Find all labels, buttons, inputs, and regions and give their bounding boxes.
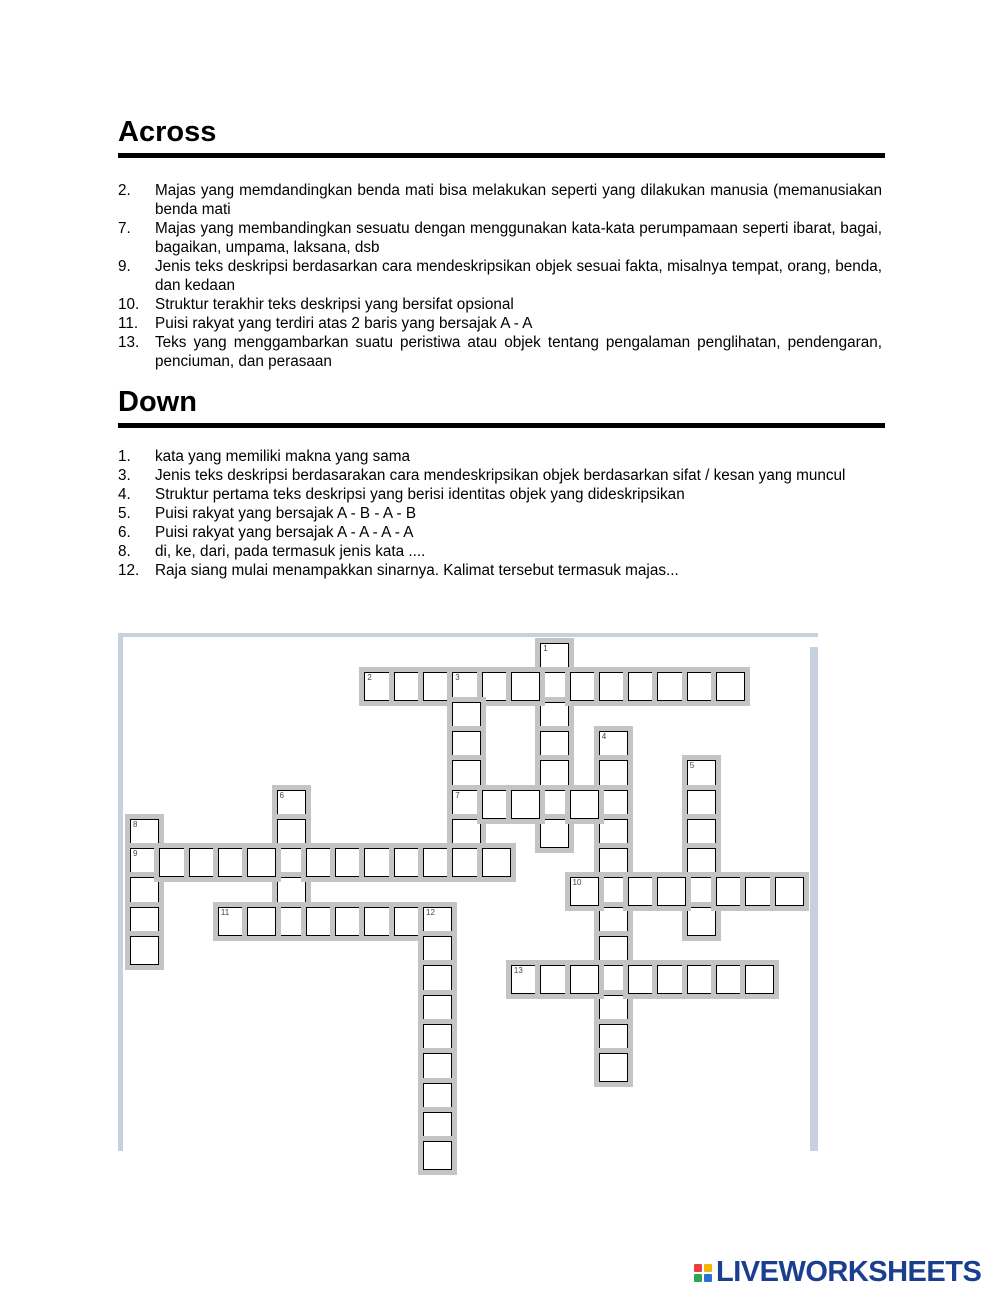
crossword-cell-input[interactable] <box>600 908 627 935</box>
crossword-cell[interactable] <box>306 848 335 877</box>
crossword-cell-input[interactable] <box>688 791 715 818</box>
clue-number: 8. <box>118 543 131 560</box>
crossword-cell[interactable] <box>218 848 247 877</box>
crossword-cell[interactable] <box>364 907 393 936</box>
crossword-cell-input[interactable] <box>131 849 158 876</box>
crossword-cell[interactable] <box>452 731 481 760</box>
crossword-cell-input[interactable] <box>424 673 451 700</box>
crossword-cell[interactable] <box>599 760 628 789</box>
crossword-cell-input[interactable] <box>688 761 715 788</box>
crossword-cell-input[interactable] <box>424 908 451 935</box>
crossword-cell[interactable] <box>423 1112 452 1141</box>
clue-text: Teks yang menggambarkan suatu peristiwa atau objek tentang pengalaman penglihatan, pendengaran, penciuman, dan perasaan <box>155 334 882 370</box>
crossword-cell[interactable] <box>716 672 745 701</box>
cell-clue-number: 10 <box>572 878 582 888</box>
clue-number: 11. <box>118 315 139 332</box>
crossword-cell[interactable] <box>745 965 774 994</box>
down-clue-list <box>118 447 882 580</box>
crossword-cell[interactable] <box>130 848 159 877</box>
crossword-cell-input[interactable] <box>278 820 305 847</box>
crossword-cell-input[interactable] <box>717 966 744 993</box>
crossword-cell[interactable] <box>745 877 774 906</box>
crossword-cell-input[interactable] <box>541 644 568 671</box>
crossword-cell[interactable] <box>423 672 452 701</box>
crossword-cell-input[interactable] <box>131 820 158 847</box>
crossword-cell[interactable] <box>628 672 657 701</box>
crossword-cell[interactable] <box>277 790 306 819</box>
crossword-cell-input[interactable] <box>541 673 568 700</box>
crossword-cell-input[interactable] <box>248 908 275 935</box>
clue-text: Struktur pertama teks deskripsi yang berisi identitas objek yang dideskripsikan <box>155 486 685 503</box>
crossword-cell[interactable] <box>130 819 159 848</box>
crossword-cell-input[interactable] <box>600 820 627 847</box>
clue-number: 9. <box>118 258 131 275</box>
crossword-cell[interactable] <box>540 643 569 672</box>
logo-square <box>694 1264 702 1272</box>
crossword-cell[interactable] <box>599 936 628 965</box>
down-clue <box>118 523 882 542</box>
crossword-cell-input[interactable] <box>307 849 334 876</box>
crossword-cell[interactable] <box>277 877 306 906</box>
cell-clue-number: 13 <box>513 966 523 976</box>
crossword-cell-input[interactable] <box>571 878 598 905</box>
logo-square <box>704 1274 712 1282</box>
crossword-cell-input[interactable] <box>688 878 715 905</box>
crossword-cell[interactable] <box>423 965 452 994</box>
crossword-cell-input[interactable] <box>365 849 392 876</box>
crossword-cell-input[interactable] <box>483 791 510 818</box>
crossword-cell[interactable] <box>599 907 628 936</box>
clue-text: Majas yang memdandingkan benda mati bisa melakukan seperti yang dilakukan manusia (memanusiakan benda mati <box>155 182 882 218</box>
crossword-cell[interactable] <box>687 672 716 701</box>
across-clue <box>118 257 882 295</box>
crossword-cell-input[interactable] <box>336 908 363 935</box>
crossword-cell[interactable] <box>599 731 628 760</box>
crossword-cell[interactable] <box>628 877 657 906</box>
crossword-cell-input[interactable] <box>453 703 480 730</box>
crossword-cell[interactable] <box>423 1053 452 1082</box>
crossword-cell[interactable] <box>335 848 364 877</box>
crossword-cell-input[interactable] <box>600 673 627 700</box>
down-clue <box>118 542 882 561</box>
crossword-cell[interactable] <box>599 965 628 994</box>
crossword-cell[interactable] <box>540 731 569 760</box>
crossword-cell[interactable] <box>599 1053 628 1082</box>
down-heading: Down <box>118 386 197 418</box>
crossword-cell[interactable] <box>570 965 599 994</box>
crossword-cell[interactable] <box>540 702 569 731</box>
crossword-cell-input[interactable] <box>424 849 451 876</box>
cell-clue-number: 3 <box>455 673 460 683</box>
crossword-cell[interactable] <box>159 848 188 877</box>
crossword-cell-input[interactable] <box>600 732 627 759</box>
clue-number: 1. <box>118 448 131 465</box>
clue-text: kata yang memiliki makna yang sama <box>155 448 411 465</box>
crossword-cell[interactable] <box>394 672 423 701</box>
crossword-cell-input[interactable] <box>365 673 392 700</box>
crossword-cell[interactable] <box>364 672 393 701</box>
crossword-cell-input[interactable] <box>307 908 334 935</box>
crossword-cell[interactable] <box>482 790 511 819</box>
crossword-cell-input[interactable] <box>600 878 627 905</box>
cell-clue-number: 9 <box>133 849 138 859</box>
clue-text: Jenis teks deskripsi berdasarakan cara mendeskripsikan objek berdasarkan sifat / kesan yang muncul <box>155 467 846 484</box>
crossword-cell[interactable] <box>452 760 481 789</box>
crossword-cell-input[interactable] <box>600 1025 627 1052</box>
crossword-cell[interactable] <box>657 877 686 906</box>
down-divider <box>118 423 885 428</box>
crossword-cell-input[interactable] <box>453 820 480 847</box>
crossword-cell[interactable] <box>540 819 569 848</box>
cell-clue-number: 11 <box>220 907 230 917</box>
crossword-cell[interactable] <box>423 848 452 877</box>
crossword-cell-input[interactable] <box>541 761 568 788</box>
crossword-cell-input[interactable] <box>571 966 598 993</box>
crossword-cell-input[interactable] <box>658 673 685 700</box>
down-clue <box>118 485 882 504</box>
crossword-cell-input[interactable] <box>424 996 451 1023</box>
crossword-cell[interactable] <box>452 819 481 848</box>
crossword-cell-input[interactable] <box>131 937 158 964</box>
across-clue <box>118 314 882 333</box>
crossword-cell-input[interactable] <box>160 849 187 876</box>
crossword-cell[interactable] <box>218 907 247 936</box>
cell-clue-number: 2 <box>367 673 372 683</box>
crossword-cell-input[interactable] <box>483 849 510 876</box>
crossword-cell-input[interactable] <box>248 849 275 876</box>
cell-clue-number: 12 <box>426 907 435 917</box>
crossword-cell[interactable] <box>452 790 481 819</box>
across-divider <box>118 153 885 158</box>
crossword-cell-input[interactable] <box>453 732 480 759</box>
logo-square <box>704 1264 712 1272</box>
crossword-cell-input[interactable] <box>658 966 685 993</box>
crossword-cell-input[interactable] <box>541 791 568 818</box>
crossword-cell-input[interactable] <box>278 791 305 818</box>
grid-frame-right <box>810 647 818 1151</box>
crossword-cell-input[interactable] <box>453 673 480 700</box>
clue-text: di, ke, dari, pada termasuk jenis kata .... <box>155 543 426 560</box>
crossword-cell[interactable] <box>540 790 569 819</box>
clue-text: Struktur terakhir teks deskripsi yang bersifat opsional <box>155 296 514 313</box>
across-clue <box>118 219 882 257</box>
crossword-cell[interactable] <box>394 907 423 936</box>
crossword-cell-input[interactable] <box>336 849 363 876</box>
clue-text: Jenis teks deskripsi berdasarkan cara mendeskripsikan objek sesuai fakta, misalnya tempat, orang, benda, dan kedaan <box>155 258 882 294</box>
crossword-cell[interactable] <box>628 965 657 994</box>
crossword-cell[interactable] <box>599 1024 628 1053</box>
crossword-cell[interactable] <box>335 907 364 936</box>
crossword-cell[interactable] <box>277 819 306 848</box>
crossword-cell[interactable] <box>277 907 306 936</box>
crossword-cell[interactable] <box>423 907 452 936</box>
crossword-cell-input[interactable] <box>717 673 744 700</box>
clue-number: 3. <box>118 467 131 484</box>
crossword-cell[interactable] <box>511 965 540 994</box>
crossword-cell-input[interactable] <box>395 673 422 700</box>
crossword-cell[interactable] <box>657 672 686 701</box>
down-clue <box>118 447 882 466</box>
crossword-cell[interactable] <box>599 790 628 819</box>
crossword-cell[interactable] <box>423 995 452 1024</box>
crossword-cell-input[interactable] <box>746 878 773 905</box>
crossword-cell-input[interactable] <box>424 966 451 993</box>
crossword-cell[interactable] <box>277 848 306 877</box>
crossword-cell-input[interactable] <box>131 878 158 905</box>
grid-frame-top <box>118 633 818 637</box>
crossword-cell[interactable] <box>599 672 628 701</box>
clue-number: 5. <box>118 505 131 522</box>
logo-mark-icon <box>694 1264 712 1282</box>
crossword-cell[interactable] <box>540 965 569 994</box>
crossword-cell-input[interactable] <box>278 878 305 905</box>
crossword-cell[interactable] <box>364 848 393 877</box>
crossword-cell-input[interactable] <box>658 878 685 905</box>
crossword-cell[interactable] <box>687 965 716 994</box>
crossword-cell-input[interactable] <box>424 1084 451 1111</box>
crossword-cell-input[interactable] <box>541 703 568 730</box>
down-clue <box>118 561 882 580</box>
crossword-cell-input[interactable] <box>600 761 627 788</box>
crossword-cell[interactable] <box>423 1024 452 1053</box>
crossword-cell[interactable] <box>452 702 481 731</box>
down-clue <box>118 504 882 523</box>
crossword-cell-input[interactable] <box>483 673 510 700</box>
crossword-cell-input[interactable] <box>629 966 656 993</box>
crossword-cell[interactable] <box>687 848 716 877</box>
crossword-cell[interactable] <box>423 1141 452 1170</box>
crossword-cell[interactable] <box>687 790 716 819</box>
cell-clue-number: 6 <box>279 790 284 800</box>
clue-text: Majas yang membandingkan sesuatu dengan menggunakan kata-kata perumpamaan seperti ibarat, bagai, bagaikan, umpama, laksana, dsb <box>155 220 882 256</box>
crossword-cell-input[interactable] <box>629 673 656 700</box>
crossword-cell-input[interactable] <box>365 908 392 935</box>
crossword-cell-input[interactable] <box>688 908 715 935</box>
crossword-cell[interactable] <box>599 877 628 906</box>
clue-text: Puisi rakyat yang bersajak A - B - A - B <box>155 505 417 522</box>
crossword-cell[interactable] <box>775 877 804 906</box>
crossword-cell[interactable] <box>452 848 481 877</box>
crossword-cell-input[interactable] <box>571 791 598 818</box>
crossword-grid <box>118 633 818 1151</box>
clue-text: Puisi rakyat yang bersajak A - A - A - A <box>155 524 414 541</box>
crossword-cell-input[interactable] <box>424 1113 451 1140</box>
crossword-cell[interactable] <box>247 848 276 877</box>
clue-text: Puisi rakyat yang terdiri atas 2 baris yang bersajak A - A <box>155 315 533 332</box>
crossword-cell-input[interactable] <box>600 849 627 876</box>
logo-text: LIVEWORKSHEETS <box>716 1256 982 1288</box>
crossword-cell[interactable] <box>482 672 511 701</box>
clue-number: 13. <box>118 334 140 351</box>
clue-number: 6. <box>118 524 131 541</box>
crossword-cell-input[interactable] <box>453 849 480 876</box>
crossword-cell[interactable] <box>570 877 599 906</box>
crossword-cell[interactable] <box>130 936 159 965</box>
crossword-cell-input[interactable] <box>219 849 246 876</box>
clue-text: Raja siang mulai menampakkan sinarnya. Kalimat tersebut termasuk majas... <box>155 562 679 579</box>
crossword-cell[interactable] <box>130 907 159 936</box>
crossword-cell-input[interactable] <box>629 878 656 905</box>
crossword-cell[interactable] <box>716 877 745 906</box>
crossword-cell[interactable] <box>247 907 276 936</box>
crossword-cell[interactable] <box>423 1083 452 1112</box>
crossword-cell-input[interactable] <box>688 966 715 993</box>
crossword-cell-input[interactable] <box>541 732 568 759</box>
crossword-cell-input[interactable] <box>600 937 627 964</box>
crossword-cell-input[interactable] <box>600 1054 627 1081</box>
crossword-cell-input[interactable] <box>688 849 715 876</box>
cell-clue-number: 8 <box>133 819 138 829</box>
across-clue <box>118 181 882 219</box>
clue-number: 7. <box>118 220 131 237</box>
clue-number: 2. <box>118 182 131 199</box>
crossword-cell-input[interactable] <box>424 1142 451 1169</box>
crossword-cell-input[interactable] <box>512 966 539 993</box>
across-clue <box>118 295 882 314</box>
crossword-cell[interactable] <box>130 877 159 906</box>
across-clue-list <box>118 181 882 371</box>
crossword-cell-input[interactable] <box>688 820 715 847</box>
crossword-cell[interactable] <box>423 936 452 965</box>
crossword-cell[interactable] <box>511 672 540 701</box>
crossword-cell[interactable] <box>394 848 423 877</box>
cell-clue-number: 4 <box>601 731 607 741</box>
crossword-cell-input[interactable] <box>776 878 803 905</box>
crossword-cell-input[interactable] <box>600 996 627 1023</box>
liveworksheets-logo <box>694 1256 981 1289</box>
crossword-cell[interactable] <box>452 672 481 701</box>
crossword-cell-input[interactable] <box>512 673 539 700</box>
crossword-cell[interactable] <box>716 965 745 994</box>
logo-square <box>694 1274 702 1282</box>
down-clue <box>118 466 882 485</box>
crossword-cell[interactable] <box>599 819 628 848</box>
crossword-cell[interactable] <box>570 672 599 701</box>
across-clue <box>118 333 882 371</box>
crossword-cell-input[interactable] <box>600 966 627 993</box>
crossword-cell[interactable] <box>570 790 599 819</box>
crossword-cell-input[interactable] <box>424 1025 451 1052</box>
crossword-cell[interactable] <box>687 877 716 906</box>
crossword-cell-input[interactable] <box>541 820 568 847</box>
clue-number: 12. <box>118 562 140 579</box>
crossword-cell-input[interactable] <box>395 908 422 935</box>
crossword-cell-input[interactable] <box>600 791 627 818</box>
crossword-cell-input[interactable] <box>717 878 744 905</box>
crossword-cell[interactable] <box>540 672 569 701</box>
crossword-cell[interactable] <box>687 907 716 936</box>
crossword-cell[interactable] <box>189 848 218 877</box>
crossword-cell-input[interactable] <box>688 673 715 700</box>
crossword-cell[interactable] <box>540 760 569 789</box>
crossword-cell[interactable] <box>482 848 511 877</box>
crossword-cell-input[interactable] <box>219 908 246 935</box>
cell-clue-number: 1 <box>543 644 548 653</box>
crossword-cell-input[interactable] <box>541 966 568 993</box>
crossword-cell-input[interactable] <box>746 966 773 993</box>
crossword-cell-input[interactable] <box>278 849 305 876</box>
crossword-cell-input[interactable] <box>453 761 480 788</box>
across-heading: Across <box>118 116 217 148</box>
crossword-cell[interactable] <box>306 907 335 936</box>
grid-frame-left <box>118 633 123 1151</box>
crossword-cell-input[interactable] <box>512 791 539 818</box>
crossword-cell[interactable] <box>657 965 686 994</box>
crossword-cell-input[interactable] <box>278 908 305 935</box>
crossword-cell[interactable] <box>599 848 628 877</box>
crossword-cell-input[interactable] <box>395 849 422 876</box>
crossword-cell[interactable] <box>511 790 540 819</box>
crossword-cell[interactable] <box>687 819 716 848</box>
crossword-cell-input[interactable] <box>571 673 598 700</box>
cell-clue-number: 5 <box>689 761 695 771</box>
crossword-cell-input[interactable] <box>424 937 451 964</box>
crossword-cell-input[interactable] <box>131 908 158 935</box>
clue-number: 4. <box>118 486 131 503</box>
clue-number: 10. <box>118 296 140 313</box>
crossword-cell[interactable] <box>599 995 628 1024</box>
crossword-cell-input[interactable] <box>424 1054 451 1081</box>
crossword-cell-input[interactable] <box>453 791 480 818</box>
crossword-cell[interactable] <box>687 760 716 789</box>
cell-clue-number: 7 <box>455 790 460 800</box>
crossword-cell-input[interactable] <box>190 849 217 876</box>
